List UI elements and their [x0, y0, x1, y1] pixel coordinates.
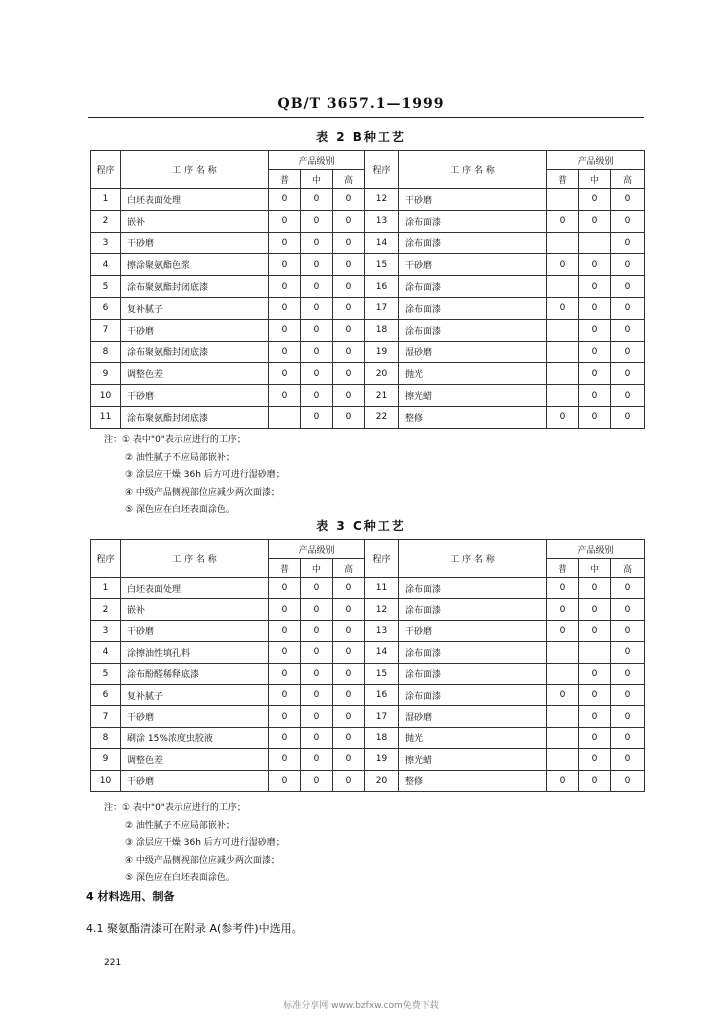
step-number: 5	[91, 276, 121, 298]
process-name: 调整色差	[121, 749, 269, 770]
header-grade-0: 普	[547, 559, 579, 578]
grade-ordinary	[269, 406, 301, 428]
process-name: 涂布面漆	[399, 642, 547, 663]
process-name: 白坯表面处理	[121, 189, 269, 211]
header-grade-0: 普	[547, 170, 579, 189]
grade-ordinary: 0	[269, 341, 301, 363]
process-name: 擦涂聚氨酯色浆	[121, 254, 269, 276]
process-name: 涂布面漆	[399, 276, 547, 298]
grade-high: 0	[611, 189, 645, 211]
process-name: 涂布面漆	[399, 210, 547, 232]
grade-medium: 0	[301, 232, 333, 254]
grade-medium: 0	[579, 770, 611, 791]
process-name: 抛光	[399, 727, 547, 748]
grade-ordinary: 0	[269, 385, 301, 407]
grade-medium: 0	[579, 189, 611, 211]
step-number: 12	[365, 599, 399, 620]
grade-ordinary	[547, 232, 579, 254]
step-number: 13	[365, 620, 399, 641]
grade-high: 0	[611, 620, 645, 641]
header-grade-1: 中	[301, 559, 333, 578]
step-number: 4	[91, 254, 121, 276]
grade-high: 0	[333, 599, 365, 620]
grade-ordinary: 0	[547, 684, 579, 705]
grade-ordinary: 0	[547, 578, 579, 599]
table2-caption: 表 2 B种工艺	[316, 130, 406, 144]
step-number: 3	[91, 620, 121, 641]
grade-high: 0	[611, 663, 645, 684]
header-grade: 产品级别	[269, 540, 365, 559]
process-name: 复补腻子	[121, 684, 269, 705]
grade-medium: 0	[301, 706, 333, 727]
step-number: 6	[91, 297, 121, 319]
table-row	[91, 189, 645, 211]
grade-ordinary: 0	[269, 297, 301, 319]
grade-medium: 0	[579, 684, 611, 705]
process-name: 涂布面漆	[399, 599, 547, 620]
header-grade-1: 中	[301, 170, 333, 189]
grade-ordinary: 0	[269, 578, 301, 599]
grade-high: 0	[333, 254, 365, 276]
process-name: 干砂磨	[121, 319, 269, 341]
step-number: 20	[365, 770, 399, 791]
step-number: 14	[365, 642, 399, 663]
grade-medium: 0	[579, 276, 611, 298]
grade-medium: 0	[301, 749, 333, 770]
grade-high: 0	[333, 727, 365, 748]
step-number: 11	[91, 406, 121, 428]
grade-ordinary: 0	[269, 642, 301, 663]
grade-ordinary: 0	[547, 406, 579, 428]
grade-medium: 0	[579, 663, 611, 684]
grade-high: 0	[333, 684, 365, 705]
table-row	[91, 363, 645, 385]
grade-high: 0	[611, 232, 645, 254]
grade-medium: 0	[579, 749, 611, 770]
grade-medium: 0	[301, 770, 333, 791]
table-row	[91, 276, 645, 298]
grade-medium	[579, 642, 611, 663]
header-grade-2: 高	[611, 170, 645, 189]
grade-medium: 0	[301, 684, 333, 705]
grade-medium: 0	[579, 706, 611, 727]
grade-ordinary: 0	[547, 599, 579, 620]
process-name: 涂擦油性填孔料	[121, 642, 269, 663]
process-name: 干砂磨	[399, 254, 547, 276]
grade-medium: 0	[301, 341, 333, 363]
table-row	[91, 663, 645, 684]
grade-ordinary	[547, 706, 579, 727]
grade-high: 0	[611, 341, 645, 363]
step-number: 11	[365, 578, 399, 599]
process-name: 干砂磨	[121, 706, 269, 727]
grade-ordinary: 0	[269, 254, 301, 276]
process-name: 干砂磨	[121, 770, 269, 791]
process-name: 涂布面漆	[399, 578, 547, 599]
grade-high: 0	[611, 599, 645, 620]
note-line: 注：① 表中"0"表示应进行的工序；	[104, 803, 246, 813]
grade-ordinary	[547, 341, 579, 363]
header-seq: 程序	[365, 540, 399, 578]
step-number: 19	[365, 749, 399, 770]
header-grade-2: 高	[333, 559, 365, 578]
process-name: 涂布面漆	[399, 319, 547, 341]
header-grade-0: 普	[269, 559, 301, 578]
section-clause: 4.1 聚氨酯清漆可在附录 A(参考件)中选用。	[86, 922, 303, 935]
note-line: ⑤ 深色应在白坯表面涂色。	[125, 873, 235, 883]
table3	[90, 539, 645, 792]
grade-high: 0	[333, 319, 365, 341]
process-name: 涂布面漆	[399, 232, 547, 254]
grade-medium: 0	[301, 276, 333, 298]
grade-medium: 0	[579, 406, 611, 428]
step-number: 6	[91, 684, 121, 705]
grade-high: 0	[333, 706, 365, 727]
grade-high: 0	[333, 749, 365, 770]
grade-ordinary	[547, 363, 579, 385]
table-row	[91, 770, 645, 791]
process-name: 复补腻子	[121, 297, 269, 319]
process-name: 干砂磨	[121, 385, 269, 407]
section-heading: 4 材料选用、制备	[86, 890, 175, 903]
header-grade: 产品级别	[269, 151, 365, 170]
grade-high: 0	[333, 578, 365, 599]
note-line: ④ 中级产品侧视部位应减少两次面漆；	[125, 855, 280, 866]
process-name: 涂布面漆	[399, 297, 547, 319]
process-name: 刷涂 15%浓度虫胶液	[121, 727, 269, 748]
grade-medium: 0	[301, 319, 333, 341]
header-grade-2: 高	[611, 559, 645, 578]
step-number: 1	[91, 189, 121, 211]
step-number: 7	[91, 706, 121, 727]
grade-high: 0	[333, 642, 365, 663]
process-name: 抛光	[399, 363, 547, 385]
grade-ordinary	[547, 189, 579, 211]
table-row	[91, 620, 645, 641]
step-number: 14	[365, 232, 399, 254]
step-number: 4	[91, 642, 121, 663]
grade-ordinary	[547, 385, 579, 407]
grade-high: 0	[333, 341, 365, 363]
step-number: 10	[91, 385, 121, 407]
table-row	[91, 297, 645, 319]
process-name: 调整色差	[121, 363, 269, 385]
table3-caption: 表 3 C种工艺	[316, 519, 406, 533]
grade-medium: 0	[301, 578, 333, 599]
grade-high: 0	[333, 406, 365, 428]
process-name: 涂布酚醛稀释底漆	[121, 663, 269, 684]
process-name: 干砂磨	[399, 620, 547, 641]
grade-ordinary: 0	[269, 770, 301, 791]
step-number: 22	[365, 406, 399, 428]
grade-high: 0	[611, 770, 645, 791]
grade-high: 0	[611, 319, 645, 341]
header-process-name: 工 序 名 称	[121, 540, 269, 578]
grade-ordinary: 0	[269, 620, 301, 641]
grade-high: 0	[333, 770, 365, 791]
table-row	[91, 578, 645, 599]
process-name: 白坯表面处理	[121, 578, 269, 599]
header-process-name: 工 序 名 称	[399, 540, 547, 578]
grade-high: 0	[611, 578, 645, 599]
grade-ordinary: 0	[269, 189, 301, 211]
grade-medium: 0	[579, 620, 611, 641]
grade-high: 0	[333, 620, 365, 641]
step-number: 16	[365, 684, 399, 705]
grade-ordinary: 0	[269, 210, 301, 232]
grade-ordinary: 0	[269, 749, 301, 770]
grade-ordinary: 0	[269, 276, 301, 298]
grade-medium: 0	[579, 210, 611, 232]
grade-ordinary: 0	[269, 727, 301, 748]
process-name: 涂布面漆	[399, 684, 547, 705]
header-grade-2: 高	[333, 170, 365, 189]
grade-medium: 0	[301, 297, 333, 319]
grade-ordinary	[547, 663, 579, 684]
note-line: ③ 涂层应干燥 36h 后方可进行湿砂磨；	[125, 470, 285, 480]
grade-medium: 0	[301, 189, 333, 211]
step-number: 10	[91, 770, 121, 791]
grade-ordinary: 0	[269, 684, 301, 705]
step-number: 18	[365, 727, 399, 748]
note-line: ② 油性腻子不应局部嵌补；	[125, 452, 235, 463]
table-row	[91, 232, 645, 254]
process-name: 干砂磨	[399, 189, 547, 211]
step-number: 9	[91, 363, 121, 385]
table2	[90, 150, 645, 429]
grade-high: 0	[611, 749, 645, 770]
grade-medium: 0	[579, 727, 611, 748]
header-grade: 产品级别	[547, 540, 645, 559]
grade-medium: 0	[301, 385, 333, 407]
step-number: 13	[365, 210, 399, 232]
grade-ordinary: 0	[269, 599, 301, 620]
grade-ordinary: 0	[269, 363, 301, 385]
grade-ordinary: 0	[547, 297, 579, 319]
process-name: 擦光蜡	[399, 749, 547, 770]
step-number: 9	[91, 749, 121, 770]
grade-ordinary: 0	[269, 706, 301, 727]
grade-medium: 0	[579, 385, 611, 407]
grade-ordinary: 0	[269, 232, 301, 254]
header-process-name: 工 序 名 称	[121, 151, 269, 189]
grade-ordinary	[547, 319, 579, 341]
header-grade-1: 中	[579, 559, 611, 578]
process-name: 涂布面漆	[399, 663, 547, 684]
grade-medium	[579, 232, 611, 254]
grade-medium: 0	[301, 727, 333, 748]
header-seq: 程序	[91, 151, 121, 189]
grade-high: 0	[333, 363, 365, 385]
grade-medium: 0	[579, 599, 611, 620]
process-name: 涂布聚氨酯封闭底漆	[121, 341, 269, 363]
grade-high: 0	[611, 276, 645, 298]
grade-ordinary	[547, 276, 579, 298]
grade-medium: 0	[301, 620, 333, 641]
grade-high: 0	[333, 663, 365, 684]
grade-high: 0	[333, 385, 365, 407]
grade-high: 0	[611, 642, 645, 663]
note-line: ④ 中级产品侧视部位应减少两次面漆；	[125, 487, 280, 498]
grade-ordinary: 0	[547, 254, 579, 276]
note-line: ⑤ 深色应在白坯表面涂色。	[125, 505, 235, 515]
step-number: 19	[365, 341, 399, 363]
header-grade: 产品级别	[547, 151, 645, 170]
grade-high: 0	[333, 232, 365, 254]
note-line: 注：① 表中"0"表示应进行的工序；	[104, 435, 246, 445]
process-name: 涂布聚氨酯封闭底漆	[121, 276, 269, 298]
header-rule	[88, 117, 644, 118]
grade-medium: 0	[301, 254, 333, 276]
process-name: 嵌补	[121, 599, 269, 620]
grade-ordinary	[547, 749, 579, 770]
step-number: 7	[91, 319, 121, 341]
grade-medium: 0	[579, 319, 611, 341]
page-number: 221	[104, 958, 122, 968]
grade-high: 0	[611, 363, 645, 385]
step-number: 2	[91, 599, 121, 620]
grade-high: 0	[333, 297, 365, 319]
grade-high: 0	[333, 189, 365, 211]
process-name: 干砂磨	[121, 620, 269, 641]
table-row	[91, 599, 645, 620]
table-row	[91, 385, 645, 407]
table2-notes	[104, 432, 285, 520]
grade-medium: 0	[579, 341, 611, 363]
grade-high: 0	[333, 210, 365, 232]
grade-medium: 0	[301, 363, 333, 385]
step-number: 20	[365, 363, 399, 385]
step-number: 2	[91, 210, 121, 232]
grade-high: 0	[611, 297, 645, 319]
table-row	[91, 642, 645, 663]
step-number: 8	[91, 727, 121, 748]
grade-ordinary	[547, 642, 579, 663]
grade-medium: 0	[301, 210, 333, 232]
note-line: ② 油性腻子不应局部嵌补；	[125, 820, 235, 831]
table-row	[91, 406, 645, 428]
table-row	[91, 341, 645, 363]
grade-medium: 0	[579, 297, 611, 319]
process-name: 湿砂磨	[399, 706, 547, 727]
header-process-name: 工 序 名 称	[399, 151, 547, 189]
document-header: QB/T 3657.1—1999	[277, 96, 445, 112]
table-row	[91, 210, 645, 232]
step-number: 1	[91, 578, 121, 599]
header-grade-0: 普	[269, 170, 301, 189]
grade-ordinary: 0	[547, 210, 579, 232]
table3-notes	[104, 800, 285, 888]
grade-high: 0	[611, 254, 645, 276]
note-line: ③ 涂层应干燥 36h 后方可进行湿砂磨；	[125, 838, 285, 848]
table-row	[91, 319, 645, 341]
grade-medium: 0	[301, 663, 333, 684]
process-name: 涂布聚氨酯封闭底漆	[121, 406, 269, 428]
process-name: 整修	[399, 406, 547, 428]
process-name: 擦光蜡	[399, 385, 547, 407]
process-name: 嵌补	[121, 210, 269, 232]
grade-medium: 0	[301, 642, 333, 663]
grade-medium: 0	[579, 254, 611, 276]
grade-medium: 0	[301, 599, 333, 620]
step-number: 5	[91, 663, 121, 684]
grade-medium: 0	[579, 363, 611, 385]
grade-ordinary: 0	[269, 663, 301, 684]
grade-high: 0	[611, 727, 645, 748]
step-number: 21	[365, 385, 399, 407]
step-number: 8	[91, 341, 121, 363]
table-row	[91, 727, 645, 748]
step-number: 15	[365, 254, 399, 276]
watermark-footer: 标准分享网 www.bzfxw.com免费下载	[283, 1001, 439, 1011]
table-row	[91, 254, 645, 276]
header-seq: 程序	[91, 540, 121, 578]
grade-ordinary: 0	[547, 770, 579, 791]
grade-ordinary	[547, 727, 579, 748]
step-number: 17	[365, 706, 399, 727]
process-name: 整修	[399, 770, 547, 791]
table-row	[91, 684, 645, 705]
grade-ordinary: 0	[269, 319, 301, 341]
header-grade-1: 中	[579, 170, 611, 189]
grade-high: 0	[611, 385, 645, 407]
process-name: 干砂磨	[121, 232, 269, 254]
grade-ordinary: 0	[547, 620, 579, 641]
grade-high: 0	[611, 706, 645, 727]
grade-high: 0	[611, 210, 645, 232]
grade-high: 0	[611, 684, 645, 705]
step-number: 17	[365, 297, 399, 319]
step-number: 3	[91, 232, 121, 254]
step-number: 16	[365, 276, 399, 298]
grade-high: 0	[611, 406, 645, 428]
grade-high: 0	[333, 276, 365, 298]
grade-medium: 0	[301, 406, 333, 428]
step-number: 15	[365, 663, 399, 684]
grade-medium: 0	[579, 578, 611, 599]
step-number: 18	[365, 319, 399, 341]
step-number: 12	[365, 189, 399, 211]
process-name: 湿砂磨	[399, 341, 547, 363]
table-row	[91, 706, 645, 727]
table-row	[91, 749, 645, 770]
header-seq: 程序	[365, 151, 399, 189]
